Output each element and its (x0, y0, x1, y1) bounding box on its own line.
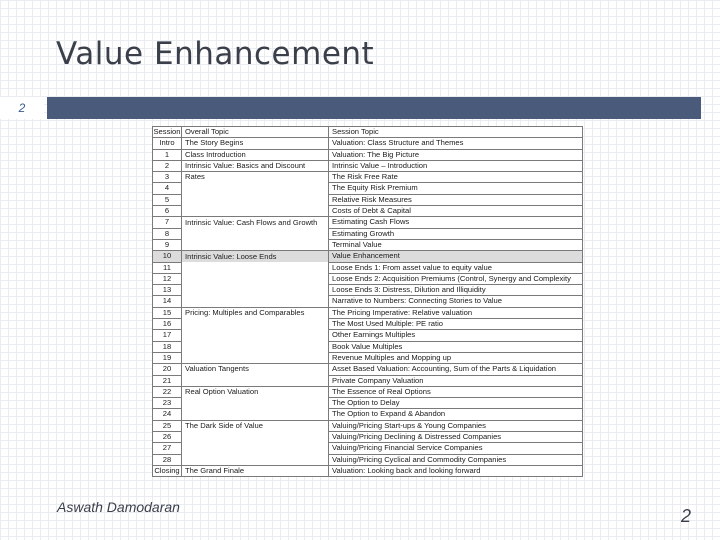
session-cell: 12 (153, 273, 182, 284)
overall-topic-cell (182, 206, 329, 217)
author-name: Aswath Damodaran (57, 499, 180, 515)
overall-topic-cell: The Dark Side of Value (182, 420, 329, 431)
table-row (153, 364, 583, 375)
table-row (153, 172, 583, 183)
table-row (153, 296, 583, 307)
session-topic-cell: Revenue Multiples and Mopping up (329, 352, 583, 363)
session-cell: 11 (153, 262, 182, 273)
overall-topic-cell: The Grand Finale (182, 465, 329, 476)
session-topic-cell: Costs of Debt & Capital (329, 206, 583, 217)
overall-topic-cell: Pricing: Multiples and Comparables (182, 307, 329, 318)
session-topic-cell: Book Value Multiples (329, 341, 583, 352)
session-cell: 18 (153, 341, 182, 352)
session-topic-cell: The Pricing Imperative: Relative valuation (329, 307, 583, 318)
overall-topic-cell (182, 352, 329, 363)
table-row (153, 352, 583, 363)
table-row (153, 307, 583, 318)
session-topic-cell: Private Company Valuation (329, 375, 583, 386)
session-cell: 17 (153, 330, 182, 341)
header-session: Session (153, 127, 181, 136)
session-cell: 28 (153, 454, 182, 465)
overall-topic-cell (182, 330, 329, 341)
session-topic-cell: Other Earnings Multiples (329, 330, 583, 341)
session-topic-cell: Valuing/Pricing Cyclical and Commodity Companies (329, 454, 583, 465)
session-topic-cell: The Option to Expand & Abandon (329, 409, 583, 420)
table-row (153, 183, 583, 194)
overall-topic-cell (182, 183, 329, 194)
session-cell: 5 (153, 194, 182, 205)
table-row (153, 285, 583, 296)
overall-topic-cell: Valuation Tangents (182, 364, 329, 375)
overall-topic-cell (182, 375, 329, 386)
session-topic-cell: Terminal Value (329, 239, 583, 250)
session-topic-cell: Valuation: Class Structure and Themes (329, 138, 583, 149)
overall-topic-cell: Class Introduction (182, 149, 329, 160)
overall-topic-cell: Intrinsic Value: Cash Flows and Growth (182, 217, 329, 228)
session-cell: 20 (153, 364, 182, 375)
session-cell: 6 (153, 206, 182, 217)
table-row (153, 443, 583, 454)
slide-bar-number: 2 (0, 97, 44, 119)
overall-topic-cell (182, 194, 329, 205)
overall-topic-cell (182, 432, 329, 443)
overall-topic-cell (182, 239, 329, 250)
overall-topic-cell (182, 398, 329, 409)
overall-topic-cell: Intrinsic Value: Loose Ends (182, 251, 329, 262)
overall-topic-cell (182, 454, 329, 465)
session-topic-cell: Valuation: Looking back and looking forward (329, 465, 583, 476)
session-topic-cell: Intrinsic Value – Introduction (329, 160, 583, 171)
table-row (153, 398, 583, 409)
table-row (153, 454, 583, 465)
header-session-topic: Session Topic (329, 127, 583, 138)
session-topic-cell: Valuing/Pricing Financial Service Companies (329, 443, 583, 454)
session-topic-cell: Estimating Cash Flows (329, 217, 583, 228)
table-row (153, 409, 583, 420)
table-header-row (153, 127, 583, 138)
session-schedule-table (152, 126, 583, 477)
session-cell: 19 (153, 352, 182, 363)
session-topic-cell: Loose Ends 1: From asset value to equity value (329, 262, 583, 273)
overall-topic-cell (182, 273, 329, 284)
session-topic-cell: Loose Ends 2: Acquisition Premiums (Control, Synergy and Complexity (329, 273, 583, 284)
overall-topic-cell (182, 443, 329, 454)
session-topic-cell: Asset Based Valuation: Accounting, Sum of the Parts & Liquidation (329, 364, 583, 375)
session-cell: 26 (153, 432, 182, 443)
table-row (153, 138, 583, 149)
session-cell: 2 (153, 160, 182, 171)
overall-topic-cell (182, 285, 329, 296)
overall-topic-cell (182, 319, 329, 330)
table-row (153, 273, 583, 284)
table-row (153, 375, 583, 386)
session-cell: 13 (153, 285, 182, 296)
slide-title: Value Enhancement (56, 36, 375, 72)
session-topic-cell: Valuing/Pricing Start-ups & Young Companies (329, 420, 583, 431)
session-cell: 15 (153, 307, 182, 318)
table-body (153, 138, 583, 477)
table-row (153, 217, 583, 228)
session-cell: Intro (153, 138, 182, 149)
table-row (153, 465, 583, 476)
table-row (153, 341, 583, 352)
session-topic-cell: Loose Ends 3: Distress, Dilution and Illiquidity (329, 285, 583, 296)
session-topic-cell: The Option to Delay (329, 398, 583, 409)
session-cell: 25 (153, 420, 182, 431)
header-overall-topic: Overall Topic (182, 127, 329, 138)
session-cell: 3 (153, 172, 182, 183)
session-topic-cell: Valuation: The Big Picture (329, 149, 583, 160)
session-topic-cell: The Essence of Real Options (329, 386, 583, 397)
session-cell: 24 (153, 409, 182, 420)
overall-topic-cell: Rates (182, 172, 329, 183)
table-row (153, 160, 583, 171)
title-divider-bar (47, 97, 701, 119)
table-row (153, 251, 583, 262)
table-row (153, 206, 583, 217)
session-cell: 10 (153, 251, 182, 262)
session-cell: 22 (153, 386, 182, 397)
session-cell: 8 (153, 228, 182, 239)
session-cell: Closing (154, 465, 180, 475)
session-cell: 4 (153, 183, 182, 194)
session-cell: 9 (153, 239, 182, 250)
table-row (153, 239, 583, 250)
overall-topic-cell: Real Option Valuation (182, 386, 329, 397)
overall-topic-cell (182, 228, 329, 239)
session-cell: 1 (153, 149, 182, 160)
overall-topic-cell (182, 409, 329, 420)
table-row (153, 420, 583, 431)
table-row (153, 432, 583, 443)
table-row (153, 228, 583, 239)
session-cell: 21 (153, 375, 182, 386)
session-topic-cell: Relative Risk Measures (329, 194, 583, 205)
session-topic-cell: Valuing/Pricing Declining & Distressed Companies (329, 432, 583, 443)
session-topic-cell: Narrative to Numbers: Connecting Stories to Value (329, 296, 583, 307)
overall-topic-cell (182, 296, 329, 307)
session-cell: 7 (153, 217, 182, 228)
session-cell: 14 (153, 296, 182, 307)
table-row (153, 386, 583, 397)
table-row (153, 194, 583, 205)
session-topic-cell: Estimating Growth (329, 228, 583, 239)
session-topic-cell: The Equity Risk Premium (329, 183, 583, 194)
overall-topic-cell: The Story Begins (182, 138, 329, 149)
session-cell: 27 (153, 443, 182, 454)
session-topic-cell: The Risk Free Rate (329, 172, 583, 183)
session-topic-cell: Value Enhancement (329, 251, 583, 262)
table-row (153, 319, 583, 330)
overall-topic-cell (182, 341, 329, 352)
session-cell: 16 (153, 319, 182, 330)
overall-topic-cell: Intrinsic Value: Basics and Discount (182, 160, 329, 171)
table-row (153, 330, 583, 341)
session-topic-cell: The Most Used Multiple: PE ratio (329, 319, 583, 330)
table-row (153, 149, 583, 160)
table-row (153, 262, 583, 273)
session-cell: 23 (153, 398, 182, 409)
overall-topic-cell (182, 262, 329, 273)
page-number: 2 (681, 506, 692, 526)
